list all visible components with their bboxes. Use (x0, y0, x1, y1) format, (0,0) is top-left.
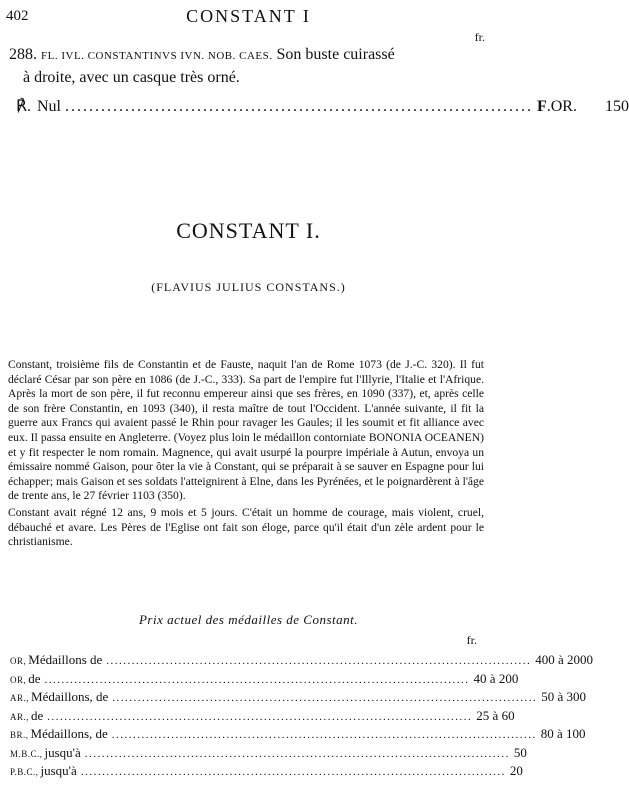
leader-dots: .................................................................................................... (106, 655, 532, 667)
section-subtitle: (FLAVIUS JULIUS CONSTANS.) (151, 280, 346, 294)
entry-number: 288. (9, 46, 37, 63)
row-price: 80 à 100 (540, 726, 586, 741)
metal-label: P.B.C., (10, 767, 39, 777)
price-row (10, 744, 527, 764)
row-label: de (28, 670, 41, 686)
biography-paragraph: Constant, troisième fils de Constantin et de Fauste, naquit l'an de Rome 1073 (de J.-C. 320). Il fut déclaré César par son père en 1086 (de J.-C., 333). Sa part de l'empire fut l'Illyrie, l'Italie et l'Afrique. Après la mort de son père, il fut reconnu empereur ainsi que ses frères, en 1090 (337), et, après celle de son frère Constantin, en 1093 (340), il resta maître de tout l'Occident. L'année suivante, il fit la guerre aux Francs qui avaient passé le Rhin pour ravager les Gaules; il les soumit et fit alliance avec eux. Il passa ensuite en Angleterre. (Voyez plus loin le médaillon contorniate BONONIA OCEANEN) et y fit respecter le nom romain. Magnence, qui avait usurpé la pourpre impériale à Autun, envoya un émissaire nommé Gaison, pour ôter la vie à Constant, qui se préparait à se sauver en Espagne pour lui échapper; mais Gaison et ses soldats l'atteignirent à Elne, dans les Pyrénées, et le poignardèrent à l'âge de trente ans, le 27 février 1103 (350). (8, 358, 484, 503)
leader-dots: .................................................................................................... (47, 710, 473, 723)
row-label: Médaillons, de (30, 726, 108, 741)
metal-label: OR, (10, 656, 27, 666)
leader-dots: .................................................................................................... (44, 673, 470, 686)
leader-dots: .............................................................................. (64, 98, 533, 115)
price-row (10, 670, 519, 690)
row-label: Médaillons de (28, 652, 103, 667)
entry-description-rest: à droite, avec un casque très orné. (23, 69, 240, 86)
page-number: 402 (6, 8, 29, 24)
row-price: 20 (509, 763, 523, 778)
reverse-symbol: ℟. (16, 98, 31, 115)
coin-legend: FL. IVL. CONSTANTINVS IVN. NOB. CAES. (41, 50, 273, 62)
entry-description-first: Son buste cuirassé (276, 46, 395, 63)
row-price: 400 à 2000 (535, 652, 594, 667)
biography (8, 358, 484, 552)
metal-label: BR., (10, 730, 29, 740)
biography-paragraph: Constant avait régné 12 ans, 9 mois et 5 jours. C'était un homme de courage, mais violent, cruel, débauché et avare. Les Pères de l'Eglise ont fait son éloge, parce qu'il était d'un zèle ardent pour le christianisme. (8, 505, 484, 549)
price-row (10, 726, 586, 745)
prices-title: Prix actuel des médailles de Constant. (138, 612, 359, 627)
row-price: 50 à 300 (541, 689, 587, 704)
metal-label: AR., (10, 711, 30, 722)
leader-dots: .................................................................................................... (111, 729, 537, 741)
metal-label: AR., (10, 693, 30, 703)
row-price: 40 à 200 (473, 670, 519, 686)
reverse-price: 150 (604, 98, 629, 115)
leader-dots: .................................................................................................... (84, 747, 510, 760)
row-price: 25 à 60 (476, 707, 515, 723)
reverse-metal: .OR. (546, 98, 577, 115)
reverse-text: Nul (36, 98, 61, 115)
row-label: Médaillons, de (31, 689, 109, 704)
row-label: de (31, 707, 44, 723)
row-label: jusqu'à (44, 744, 81, 760)
rarity-mark: F (536, 98, 547, 115)
running-title: CONSTANT I (186, 6, 311, 26)
price-row (10, 707, 515, 727)
row-label: jusqu'à (40, 763, 77, 778)
leader-dots: .................................................................................................... (112, 692, 538, 704)
price-row (10, 689, 587, 708)
reverse-line (16, 96, 629, 116)
prices-currency: fr. (466, 633, 477, 647)
price-row (10, 763, 523, 782)
price-list (10, 652, 594, 782)
row-price: 50 (513, 744, 527, 760)
price-row (10, 652, 594, 671)
metal-label: OR, (10, 674, 27, 685)
currency-label: fr. (474, 30, 485, 44)
leader-dots: .................................................................................................... (80, 766, 506, 778)
coin-entry (9, 44, 479, 89)
metal-label: M.B.C., (10, 748, 43, 759)
section-title: CONSTANT I. (176, 218, 321, 243)
